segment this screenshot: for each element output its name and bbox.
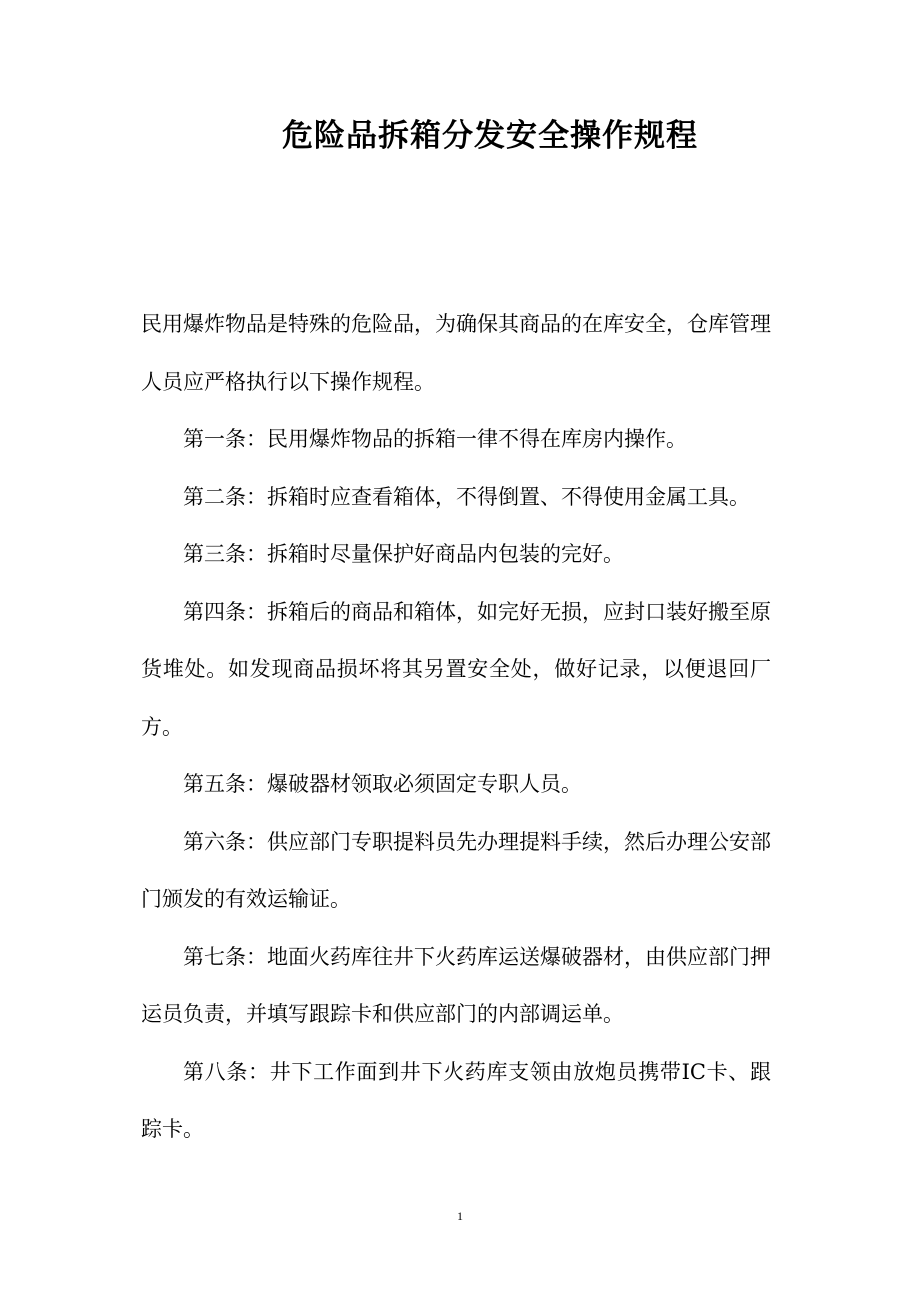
article-6: 第六条：供应部门专职提料员先办理提料手续，然后办理公安部门颁发的有效运输证。 bbox=[141, 829, 771, 911]
article-4: 第四条：拆箱后的商品和箱体，如完好无损，应封口装好搬至原货堆处。如发现商品损坏将其另置安全处，做好记录，以便退回厂方。 bbox=[141, 599, 771, 739]
article-8: 第八条：井下工作面到井下火药库支领由放炮员携带IC卡、跟踪卡。 bbox=[141, 1059, 771, 1141]
article-1: 第一条：民用爆炸物品的拆箱一律不得在库房内操作。 bbox=[183, 427, 687, 451]
intro-paragraph: 民用爆炸物品是特殊的危险品，为确保其商品的在库安全，仓库管理人员应严格执行以下操作规程。 bbox=[141, 312, 771, 394]
page-number: 1 bbox=[457, 1209, 463, 1223]
article-7: 第七条：地面火药库往井下火药库运送爆破器材，由供应部门押运员负责，并填写跟踪卡和供应部门的内部调运单。 bbox=[141, 944, 771, 1026]
article-2: 第二条：拆箱时应查看箱体，不得倒置、不得使用金属工具。 bbox=[183, 484, 750, 509]
document-body bbox=[141, 296, 771, 1159]
document-title: 危险品拆箱分发安全操作规程 bbox=[282, 118, 698, 154]
article-5: 第五条：爆破器材领取必须固定专职人员。 bbox=[183, 772, 582, 796]
article-3: 第三条：拆箱时尽量保护好商品内包装的完好。 bbox=[183, 542, 624, 566]
